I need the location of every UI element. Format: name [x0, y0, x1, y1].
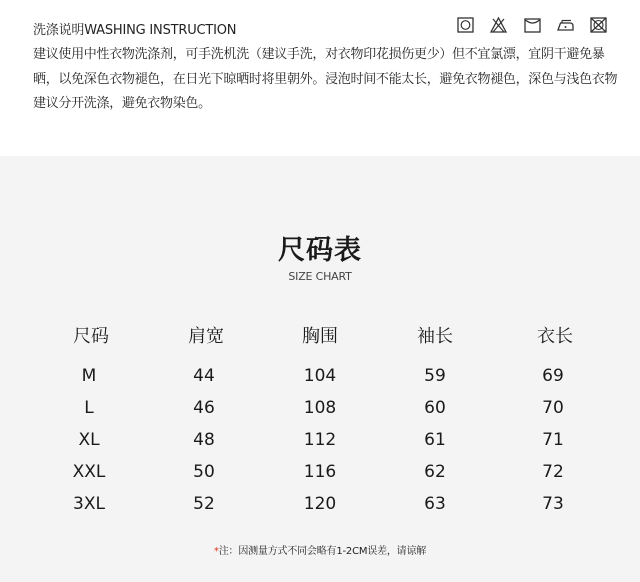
care-icons [456, 16, 608, 34]
cell-size: L [84, 398, 94, 418]
washing-section [0, 0, 640, 156]
washing-title: 洗涤说明WASHING INSTRUCTION [33, 23, 237, 38]
header-size: 尺码 [73, 326, 109, 347]
header-shoulder: 肩宽 [188, 326, 224, 347]
table-row [0, 398, 640, 424]
table-row [0, 494, 640, 520]
header-length: 衣长 [537, 326, 573, 347]
washing-machine-icon [456, 16, 475, 34]
no-bleach-icon [489, 16, 508, 34]
cell-sleeve: 62 [424, 462, 446, 482]
table-row [0, 462, 640, 488]
header-sleeve: 袖长 [417, 326, 453, 347]
cell-chest: 104 [303, 366, 337, 386]
cell-chest: 120 [303, 494, 337, 514]
no-tumble-dry-icon [589, 16, 608, 34]
cell-size: XXL [72, 462, 106, 482]
cell-size: 3XL [73, 494, 105, 514]
cell-chest: 116 [303, 462, 337, 482]
hang-dry-icon [523, 16, 542, 34]
cell-sleeve: 59 [424, 366, 446, 386]
size-chart-title: 尺码表 [278, 235, 362, 266]
cell-sleeve: 61 [424, 430, 446, 450]
cell-shoulder: 48 [193, 430, 215, 450]
cell-length: 71 [542, 430, 564, 450]
cell-length: 70 [542, 398, 564, 418]
cell-length: 69 [542, 366, 564, 386]
table-row [0, 430, 640, 456]
size-chart-subtitle: SIZE CHART [288, 270, 352, 283]
table-header-row [0, 322, 640, 348]
cell-shoulder: 44 [193, 366, 215, 386]
cell-shoulder: 46 [193, 398, 215, 418]
cell-size: M [81, 366, 97, 386]
measurement-note [0, 542, 640, 557]
cell-shoulder: 50 [193, 462, 215, 482]
note-star: * [213, 546, 219, 557]
cell-sleeve: 63 [424, 494, 446, 514]
note-text: 注：因测量方式不同会略有1-2CM误差，请谅解 [218, 546, 427, 557]
washing-instructions-text: 建议使用中性衣物洗涤剂，可手洗机洗（建议手洗，对衣物印花损伤更少）但不宜氯漂，宜阴干避免暴晒，以免深色衣物褪色，在日光下晾晒时将里朝外。浸泡时间不能太长，避免衣物褪色，深色与浅色衣物建议分开洗涤，避免衣物染色。 [33, 47, 618, 111]
cell-shoulder: 52 [193, 494, 215, 514]
iron-icon [556, 16, 575, 34]
cell-chest: 108 [303, 398, 337, 418]
cell-chest: 112 [303, 430, 337, 450]
cell-length: 72 [542, 462, 564, 482]
table-row [0, 366, 640, 392]
header-chest: 胸围 [302, 326, 338, 347]
cell-sleeve: 60 [424, 398, 446, 418]
cell-length: 73 [542, 494, 564, 514]
cell-size: XL [78, 430, 100, 450]
